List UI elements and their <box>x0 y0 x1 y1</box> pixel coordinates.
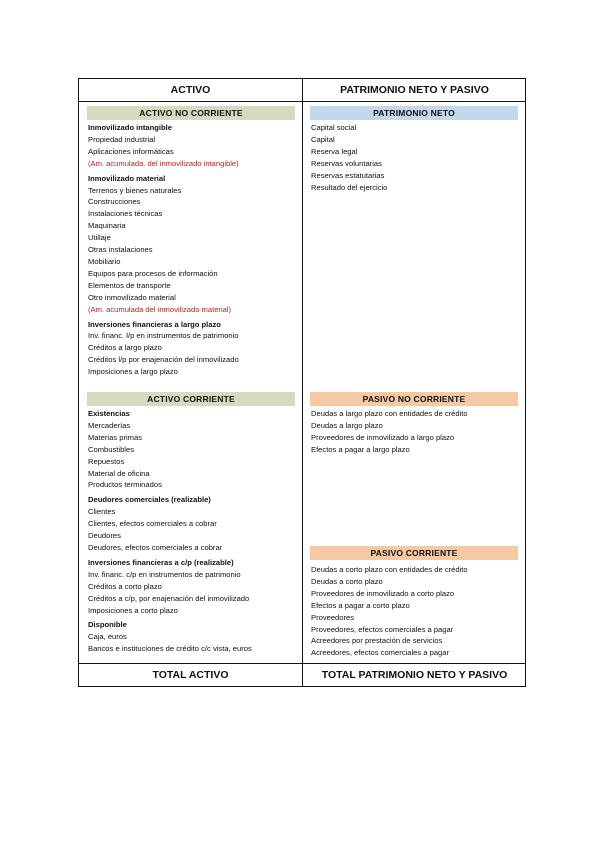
header-patrimonio-pasivo: PATRIMONIO NETO Y PASIVO <box>340 84 489 96</box>
list-item: Imposiciones a largo plazo <box>88 367 178 377</box>
total-activo: TOTAL ACTIVO <box>152 669 229 681</box>
list-item: Inv. financ. c/p en instrumentos de patrimonio <box>88 569 241 579</box>
list-item: Material de oficina <box>88 468 150 478</box>
list-item: Créditos l/p por enajenación del inmovilizado <box>88 355 239 365</box>
list-item: Aplicaciones informáticas <box>88 146 174 156</box>
list-item: Créditos a c/p, por enajenación del inmovilizado <box>88 593 250 603</box>
pasivo-no-corriente-list <box>311 408 523 456</box>
list-item: Materias primas <box>88 432 143 442</box>
list-item: Capital <box>311 134 335 144</box>
list-item: Bancos e instituciones de crédito c/c vista, euros <box>88 644 252 654</box>
list-item: Maquinaria <box>88 221 126 231</box>
list-item: Propiedad industrial <box>88 134 156 144</box>
list-item: Deudas a largo plazo con entidades de crédito <box>311 409 468 418</box>
list-item: Utillaje <box>88 233 111 243</box>
list-item: Productos terminados <box>88 480 162 490</box>
list-item: Instalaciones técnicas <box>88 209 163 219</box>
list-item: Proveedores de inmovilizado a corto plazo <box>311 588 455 598</box>
header-activo: ACTIVO <box>170 84 211 96</box>
pasivo-no-corriente-band: PASIVO NO CORRIENTE <box>310 392 518 406</box>
list-item: Deudores, efectos comerciales a cobrar <box>88 542 223 552</box>
list-item: Reservas voluntarias <box>311 158 382 168</box>
list-item: Deudas a largo plazo <box>311 420 383 430</box>
list-item: Terrenos y bienes naturales <box>88 185 182 195</box>
list-item: Proveedores de inmovilizado a largo plazo <box>311 432 455 442</box>
list-item: Resultado del ejercicio <box>311 182 388 192</box>
total-patrimonio-pasivo: TOTAL PATRIMONIO NETO Y PASIVO <box>321 669 508 681</box>
list-item: Repuestos <box>88 456 125 466</box>
list-item: Acreedores por prestación de servicios <box>311 636 443 646</box>
inmovilizado-intangible-heading: Inmovilizado intangible <box>88 123 172 132</box>
list-item: Créditos a largo plazo <box>88 343 162 353</box>
list-item: Mobiliario <box>88 256 121 266</box>
balance-sheet-table <box>78 78 526 687</box>
list-item: Mercaderías <box>88 420 131 430</box>
list-item: Otras instalaciones <box>88 245 153 255</box>
amortizacion-material: (Am. acumulada del inmovilizado material) <box>88 304 232 314</box>
list-item: Capital social <box>311 123 357 132</box>
list-item: Inv. financ. l/p en instrumentos de patrimonio <box>88 331 239 341</box>
list-item: Efectos a pagar a largo plazo <box>311 444 410 454</box>
deudores-heading: Deudores comerciales (realizable) <box>88 495 211 505</box>
list-item: Reserva legal <box>311 146 358 156</box>
disponible-heading: Disponible <box>88 620 127 630</box>
list-item: Imposiciones a corto plazo <box>88 605 178 615</box>
list-item: Otro inmovilizado material <box>88 292 176 302</box>
list-item: Deudores <box>88 531 121 541</box>
list-item: Elementos de transporte <box>88 280 171 290</box>
list-item: Reservas estatutarias <box>311 170 385 180</box>
list-item: Construcciones <box>88 197 141 207</box>
patrimonio-neto-band: PATRIMONIO NETO <box>310 106 518 120</box>
activo-no-corriente-band: ACTIVO NO CORRIENTE <box>87 106 295 120</box>
list-item: Deudas a corto plazo con entidades de crédito <box>311 565 468 574</box>
list-item: Clientes, efectos comerciales a cobrar <box>88 519 217 529</box>
list-item: Equipos para procesos de información <box>88 268 218 278</box>
existencias-heading: Existencias <box>88 409 130 418</box>
pasivo-corriente-list <box>311 564 523 659</box>
inversiones-lp-heading: Inversiones financieras a largo plazo <box>88 319 221 329</box>
list-item: Acreedores, efectos comerciales a pagar <box>311 648 450 658</box>
activo-no-corriente-list <box>88 122 300 378</box>
list-item: Proveedores, efectos comerciales a pagar <box>311 624 454 634</box>
list-item: Caja, euros <box>88 632 127 642</box>
amortizacion-intangible: (Am. acumulada. del inmovilizado intangible) <box>88 158 239 168</box>
list-item: Combustibles <box>88 444 135 454</box>
activo-corriente-band: ACTIVO CORRIENTE <box>87 392 295 406</box>
list-item: Efectos a pagar a corto plazo <box>311 600 410 610</box>
list-item: Clientes <box>88 507 116 517</box>
list-item: Créditos a corto plazo <box>88 581 162 591</box>
inmovilizado-material-heading: Inmovilizado material <box>88 173 166 183</box>
patrimonio-neto-list <box>311 122 523 193</box>
list-item: Deudas a corto plazo <box>311 576 383 586</box>
inversiones-cp-heading: Inversiones financieras a c/p (realizable) <box>88 557 234 567</box>
list-item: Proveedores <box>311 612 355 622</box>
activo-corriente-list <box>88 408 300 655</box>
pasivo-corriente-band: PASIVO CORRIENTE <box>310 546 518 560</box>
footer-row <box>79 663 525 686</box>
column-divider <box>302 79 303 686</box>
